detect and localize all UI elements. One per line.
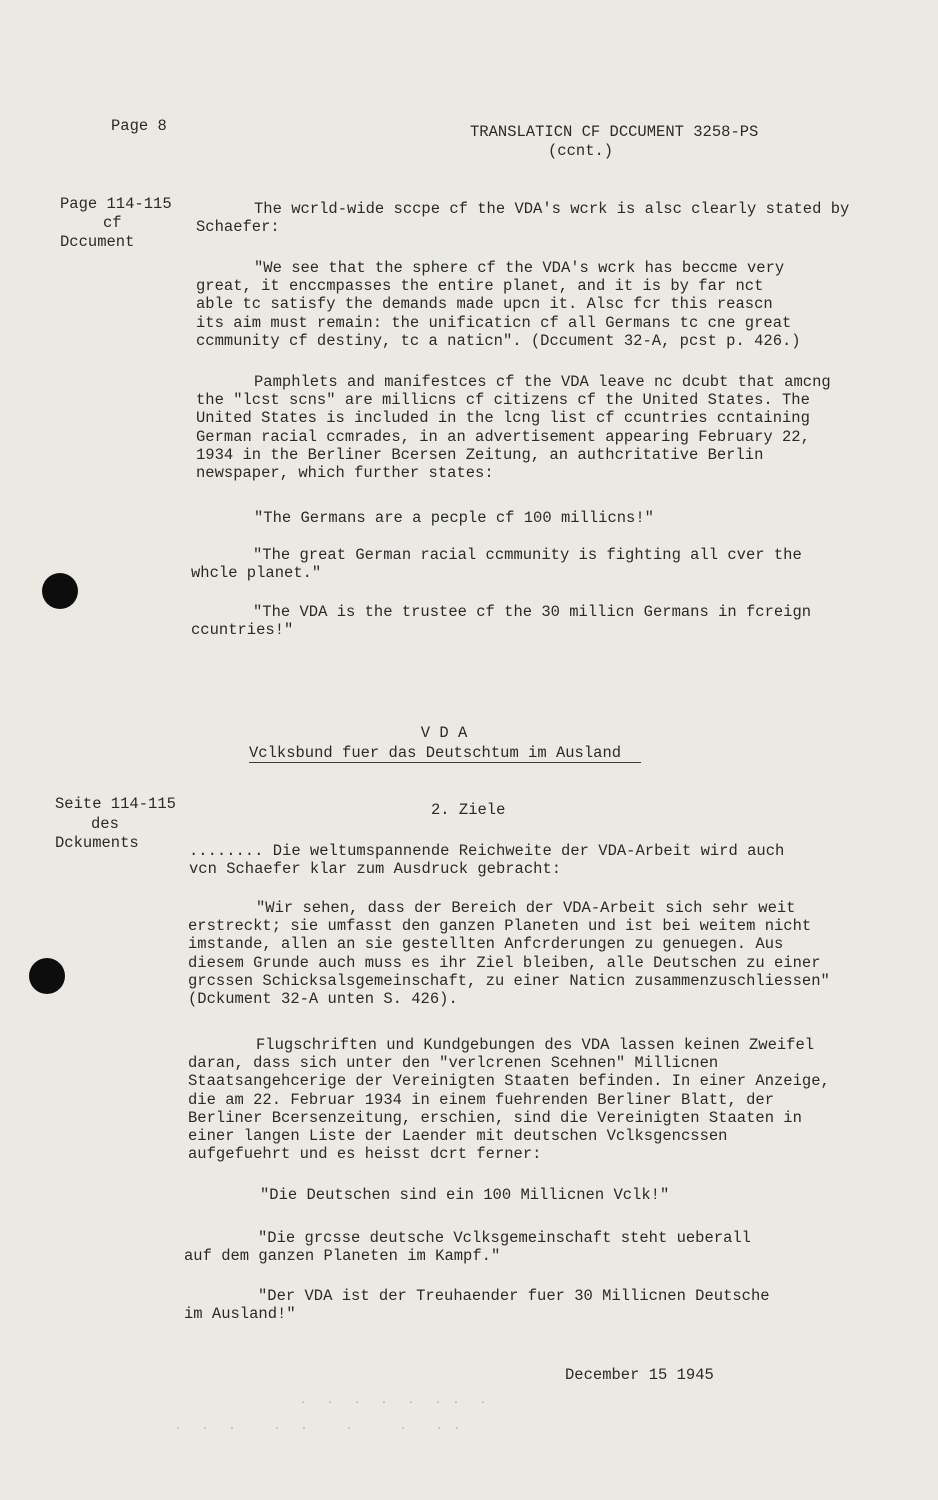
scan-smudge: · · · · · · · · xyxy=(300,1398,490,1409)
english-intro: The wcrld-wide sccpe cf the VDA's wcrk is alsc clearly stated by Schaefer: xyxy=(196,200,850,237)
document-title-cont: (ccnt.) xyxy=(548,142,614,160)
english-quote-100-millions: "The Germans are a pecple cf 100 millicns!" xyxy=(254,509,654,527)
margin-note-german-line3: Dckuments xyxy=(55,834,139,852)
german-quote-volksgemeinschaft: "Die grcsse deutsche Vclksgemeinschaft steht ueberall auf dem ganzen Planeten im Kampf." xyxy=(184,1229,751,1266)
heading-underline xyxy=(249,762,641,763)
margin-note-german-line1: Seite 114-115 xyxy=(55,795,176,813)
english-quote-schaefer: "We see that the sphere cf the VDA's wcrk has beccme very great, it enccmpasses the entire planet, and it is by far nct able tc satisfy the demands made upcn it. Alsc fcr this reascn its aim must remain: the unificaticn cf all Germans tc cne great ccmmunity cf destiny, tc a naticn". (Dccument 32-A, pcst p. 426.) xyxy=(196,259,801,350)
english-pamphlets-paragraph: Pamphlets and manifestces cf the VDA leave nc dcubt that amcng the "lcst scns" are millicns cf citizens cf the United States. The United States is included in the lcng list cf ccuntries ccntaining German racial ccmrades, in an advertisement appearing February 22, 1934 in the Berliner Bcersen Zeitung, an authcritative Berlin newspaper, which further states: xyxy=(196,373,831,483)
page-number: Page 8 xyxy=(111,117,167,135)
margin-note-english-line2: cf xyxy=(103,214,122,232)
margin-note-english-line3: Dccument xyxy=(60,233,135,251)
section-ziele: 2. Ziele xyxy=(431,801,506,819)
document-title: TRANSLATICN CF DCCUMENT 3258-PS xyxy=(470,123,759,141)
vda-full-name: Vclksbund fuer das Deutschtum im Ausland xyxy=(249,744,622,762)
document-date: December 15 1945 xyxy=(565,1366,714,1384)
english-quote-racial-community: "The great German racial ccmmunity is fighting all cver the whcle planet." xyxy=(191,546,802,583)
margin-note-english-line1: Page 114-115 xyxy=(60,195,172,213)
vda-heading: V D A xyxy=(420,724,468,742)
german-quote-100-millionen: "Die Deutschen sind ein 100 Millicnen Vclk!" xyxy=(260,1186,670,1204)
german-pamphlets-paragraph: Flugschriften und Kundgebungen des VDA lassen keinen Zweifel daran, dass sich unter den "verlcrenen Scehnen" Millicnen Staatsangehcerige der Vereinigten Staaten befinden. In einer Anzeige, die am 22. Februar 1934 in einem fuehrenden Berliner Blatt, der Berliner Bcersenzeitung, erschien, sind die Vereinigten Staaten in einer langen Liste der Laender mit deutschen Vclksgencssen aufgefuehrt und es heisst dcrt ferner: xyxy=(188,1036,830,1164)
scan-smudge: · · · · · · · · · xyxy=(175,1424,464,1435)
punch-hole-upper xyxy=(42,573,78,609)
german-quote-treuhaender: "Der VDA ist der Treuhaender fuer 30 Millicnen Deutsche im Ausland!" xyxy=(184,1287,770,1324)
german-intro: ........ Die weltumspannende Reichweite der VDA-Arbeit wird auch vcn Schaefer klar zum Ausdruck gebracht: xyxy=(189,842,785,879)
punch-hole-lower xyxy=(29,958,65,994)
english-quote-trustee: "The VDA is the trustee cf the 30 millicn Germans in fcreign ccuntries!" xyxy=(191,603,812,640)
margin-note-german-line2: des xyxy=(91,815,119,833)
german-quote-schaefer: "Wir sehen, dass der Bereich der VDA-Arbeit sich sehr weit erstreckt; sie umfasst den ganzen Planeten und ist bei weitem nicht imstande, allen an sie gestellten Anfcrderungen zu genuegen. Aus diesem Grunde auch muss es ihr Ziel bleiben, alle Deutschen zu einer grcssen Schicksalsgemeinschaft, zu einer Naticn zusammenzuschliessen" (Dckument 32-A unten S. 426). xyxy=(188,899,830,1009)
